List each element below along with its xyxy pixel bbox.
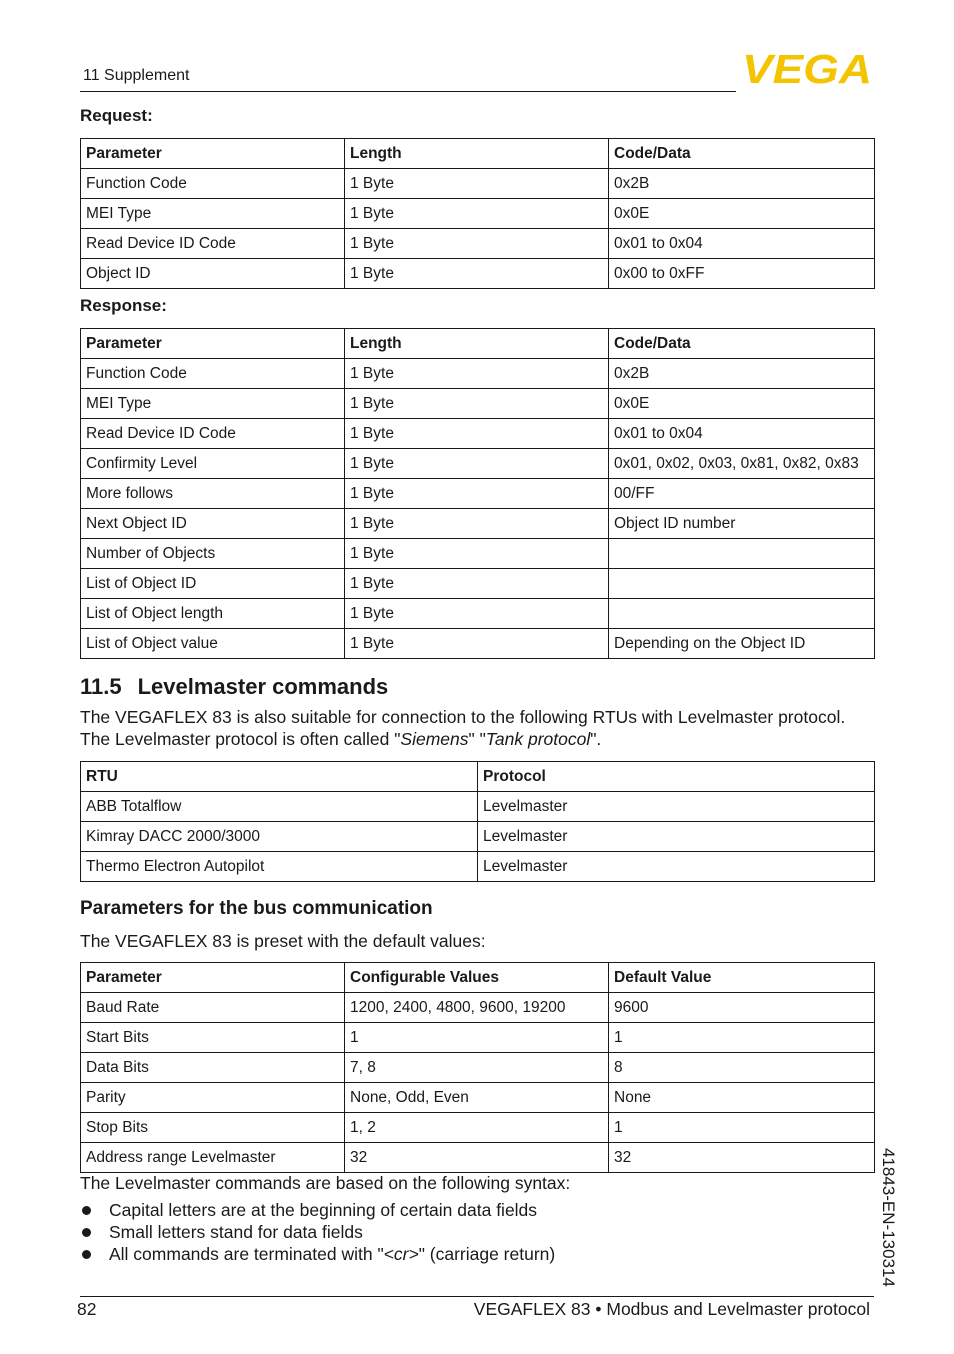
table-cell: 1 Byte bbox=[345, 199, 609, 229]
table-cell: Data Bits bbox=[81, 1053, 345, 1083]
table-row bbox=[81, 229, 875, 259]
table-row bbox=[81, 1113, 875, 1143]
section-intro bbox=[80, 706, 845, 750]
column-header: Length bbox=[345, 329, 609, 359]
table-cell: MEI Type bbox=[81, 389, 345, 419]
table-cell: 0x00 to 0xFF bbox=[609, 259, 875, 289]
table-cell: 1 Byte bbox=[345, 419, 609, 449]
table-row bbox=[81, 169, 875, 199]
table-cell: Kimray DACC 2000/3000 bbox=[81, 822, 478, 852]
table-cell: Levelmaster bbox=[478, 792, 875, 822]
section-title: Levelmaster commands bbox=[137, 674, 389, 699]
syntax-list bbox=[80, 1199, 555, 1265]
table-cell: Object ID number bbox=[609, 509, 875, 539]
intro-line-2 bbox=[80, 728, 845, 750]
table-cell: 1 Byte bbox=[345, 389, 609, 419]
table-cell: 1 Byte bbox=[345, 479, 609, 509]
table-cell: 1 Byte bbox=[345, 169, 609, 199]
table-cell: 00/FF bbox=[609, 479, 875, 509]
column-header: Parameter bbox=[81, 329, 345, 359]
table-row bbox=[81, 509, 875, 539]
intro-text: ". bbox=[590, 729, 602, 749]
table-row bbox=[81, 389, 875, 419]
table-cell: 1 Byte bbox=[345, 569, 609, 599]
table-cell: Confirmity Level bbox=[81, 449, 345, 479]
table-cell bbox=[609, 539, 875, 569]
table-row bbox=[81, 629, 875, 659]
bullet-icon bbox=[82, 1250, 91, 1259]
column-header: Length bbox=[345, 139, 609, 169]
table-cell: List of Object ID bbox=[81, 569, 345, 599]
table-row bbox=[81, 539, 875, 569]
table-row bbox=[81, 569, 875, 599]
intro-text: " " bbox=[468, 729, 486, 749]
table-cell: Object ID bbox=[81, 259, 345, 289]
intro-line-1: The VEGAFLEX 83 is also suitable for connection to the following RTUs with Levelmaster protocol. bbox=[80, 707, 846, 727]
section-header: 11 Supplement bbox=[83, 67, 190, 84]
table-cell: MEI Type bbox=[81, 199, 345, 229]
table-cell: ABB Totalflow bbox=[81, 792, 478, 822]
table-row bbox=[81, 1083, 875, 1113]
table-cell: Levelmaster bbox=[478, 822, 875, 852]
table-cell bbox=[609, 599, 875, 629]
list-item-text: All commands are terminated with " bbox=[109, 1244, 384, 1264]
table-row bbox=[81, 259, 875, 289]
table-cell: None bbox=[609, 1083, 875, 1113]
section-number: 11.5 bbox=[80, 674, 122, 699]
table-cell: Parity bbox=[81, 1083, 345, 1113]
table-row bbox=[81, 199, 875, 229]
table-cell: 0x2B bbox=[609, 169, 875, 199]
table-cell: 8 bbox=[609, 1053, 875, 1083]
bus-heading: Parameters for the bus communication bbox=[80, 898, 433, 919]
rtu-table bbox=[80, 761, 875, 882]
table-cell: Function Code bbox=[81, 359, 345, 389]
column-header: Code/Data bbox=[609, 139, 875, 169]
table-cell: 7, 8 bbox=[345, 1053, 609, 1083]
table-row bbox=[81, 792, 875, 822]
footer-title: VEGAFLEX 83 • Modbus and Levelmaster protocol bbox=[473, 1299, 870, 1319]
table-cell: 1 bbox=[345, 1023, 609, 1053]
header-rule bbox=[80, 91, 736, 92]
table-cell: 1 bbox=[609, 1113, 875, 1143]
table-row bbox=[81, 1143, 875, 1173]
table-cell: Read Device ID Code bbox=[81, 229, 345, 259]
table-cell: Stop Bits bbox=[81, 1113, 345, 1143]
table-cell: 0x01 to 0x04 bbox=[609, 229, 875, 259]
table-cell: 9600 bbox=[609, 993, 875, 1023]
response-table bbox=[80, 328, 875, 659]
bus-table bbox=[80, 962, 875, 1173]
table-cell: Address range Levelmaster bbox=[81, 1143, 345, 1173]
table-cell: 1 Byte bbox=[345, 259, 609, 289]
table-cell: 1 Byte bbox=[345, 229, 609, 259]
table-cell: 1200, 2400, 4800, 9600, 19200 bbox=[345, 993, 609, 1023]
column-header: Configurable Values bbox=[345, 963, 609, 993]
table-cell bbox=[609, 569, 875, 599]
document-code: 41843-EN-130314 bbox=[879, 1148, 898, 1287]
table-cell: 1 Byte bbox=[345, 599, 609, 629]
table-cell: Function Code bbox=[81, 169, 345, 199]
table-cell: 1 Byte bbox=[345, 359, 609, 389]
response-label: Response: bbox=[80, 296, 167, 315]
column-header: Parameter bbox=[81, 139, 345, 169]
table-cell: 32 bbox=[345, 1143, 609, 1173]
table-row bbox=[81, 419, 875, 449]
column-header: RTU bbox=[81, 762, 478, 792]
table-cell: Thermo Electron Autopilot bbox=[81, 852, 478, 882]
bullet-icon bbox=[82, 1206, 91, 1215]
table-cell: Depending on the Object ID bbox=[609, 629, 875, 659]
list-item-text: Capital letters are at the beginning of certain data fields bbox=[109, 1200, 538, 1220]
table-cell: 1 Byte bbox=[345, 509, 609, 539]
bus-intro: The VEGAFLEX 83 is preset with the default values: bbox=[80, 931, 486, 951]
table-row bbox=[81, 822, 875, 852]
table-header-row bbox=[81, 329, 875, 359]
table-cell: Levelmaster bbox=[478, 852, 875, 882]
vega-logo bbox=[741, 50, 873, 86]
table-header-row bbox=[81, 139, 875, 169]
table-cell: Baud Rate bbox=[81, 993, 345, 1023]
table-header-row bbox=[81, 963, 875, 993]
table-row bbox=[81, 599, 875, 629]
list-item bbox=[80, 1199, 555, 1221]
section-heading bbox=[80, 674, 388, 700]
intro-text: The Levelmaster protocol is often called " bbox=[80, 729, 401, 749]
column-header: Protocol bbox=[478, 762, 875, 792]
table-cell: 0x0E bbox=[609, 199, 875, 229]
table-row bbox=[81, 479, 875, 509]
table-cell: Next Object ID bbox=[81, 509, 345, 539]
page-number: 82 bbox=[77, 1299, 97, 1319]
table-cell: 1 Byte bbox=[345, 449, 609, 479]
table-cell: 0x2B bbox=[609, 359, 875, 389]
table-header-row bbox=[81, 762, 875, 792]
table-cell: 1, 2 bbox=[345, 1113, 609, 1143]
column-header: Code/Data bbox=[609, 329, 875, 359]
table-row bbox=[81, 359, 875, 389]
table-cell: 32 bbox=[609, 1143, 875, 1173]
list-item-cr: <cr> bbox=[383, 1244, 419, 1264]
list-item bbox=[80, 1221, 555, 1243]
table-cell: 1 Byte bbox=[345, 629, 609, 659]
table-row bbox=[81, 1023, 875, 1053]
syntax-intro: The Levelmaster commands are based on the following syntax: bbox=[80, 1173, 571, 1193]
table-cell: Number of Objects bbox=[81, 539, 345, 569]
list-item-text: " (carriage return) bbox=[418, 1244, 556, 1264]
bullet-icon bbox=[82, 1228, 91, 1237]
column-header: Default Value bbox=[609, 963, 875, 993]
table-row bbox=[81, 1053, 875, 1083]
table-cell: 1 bbox=[609, 1023, 875, 1053]
intro-tank-protocol: Tank protocol bbox=[485, 729, 591, 749]
table-row bbox=[81, 852, 875, 882]
table-cell: None, Odd, Even bbox=[345, 1083, 609, 1113]
list-item-text: Small letters stand for data fields bbox=[109, 1222, 363, 1242]
table-cell: 1 Byte bbox=[345, 539, 609, 569]
table-cell: Start Bits bbox=[81, 1023, 345, 1053]
table-cell: 0x01 to 0x04 bbox=[609, 419, 875, 449]
column-header: Parameter bbox=[81, 963, 345, 993]
table-cell: 0x01, 0x02, 0x03, 0x81, 0x82, 0x83 bbox=[609, 449, 875, 479]
logo-text: VEGA bbox=[742, 50, 872, 86]
table-cell: 0x0E bbox=[609, 389, 875, 419]
footer-rule bbox=[80, 1296, 874, 1297]
table-cell: List of Object length bbox=[81, 599, 345, 629]
table-cell: List of Object value bbox=[81, 629, 345, 659]
table-row bbox=[81, 993, 875, 1023]
request-label: Request: bbox=[80, 106, 153, 125]
table-cell: More follows bbox=[81, 479, 345, 509]
list-item bbox=[80, 1243, 555, 1265]
intro-siemens: Siemens bbox=[400, 729, 469, 749]
table-cell: Read Device ID Code bbox=[81, 419, 345, 449]
table-row bbox=[81, 449, 875, 479]
request-table bbox=[80, 138, 875, 289]
